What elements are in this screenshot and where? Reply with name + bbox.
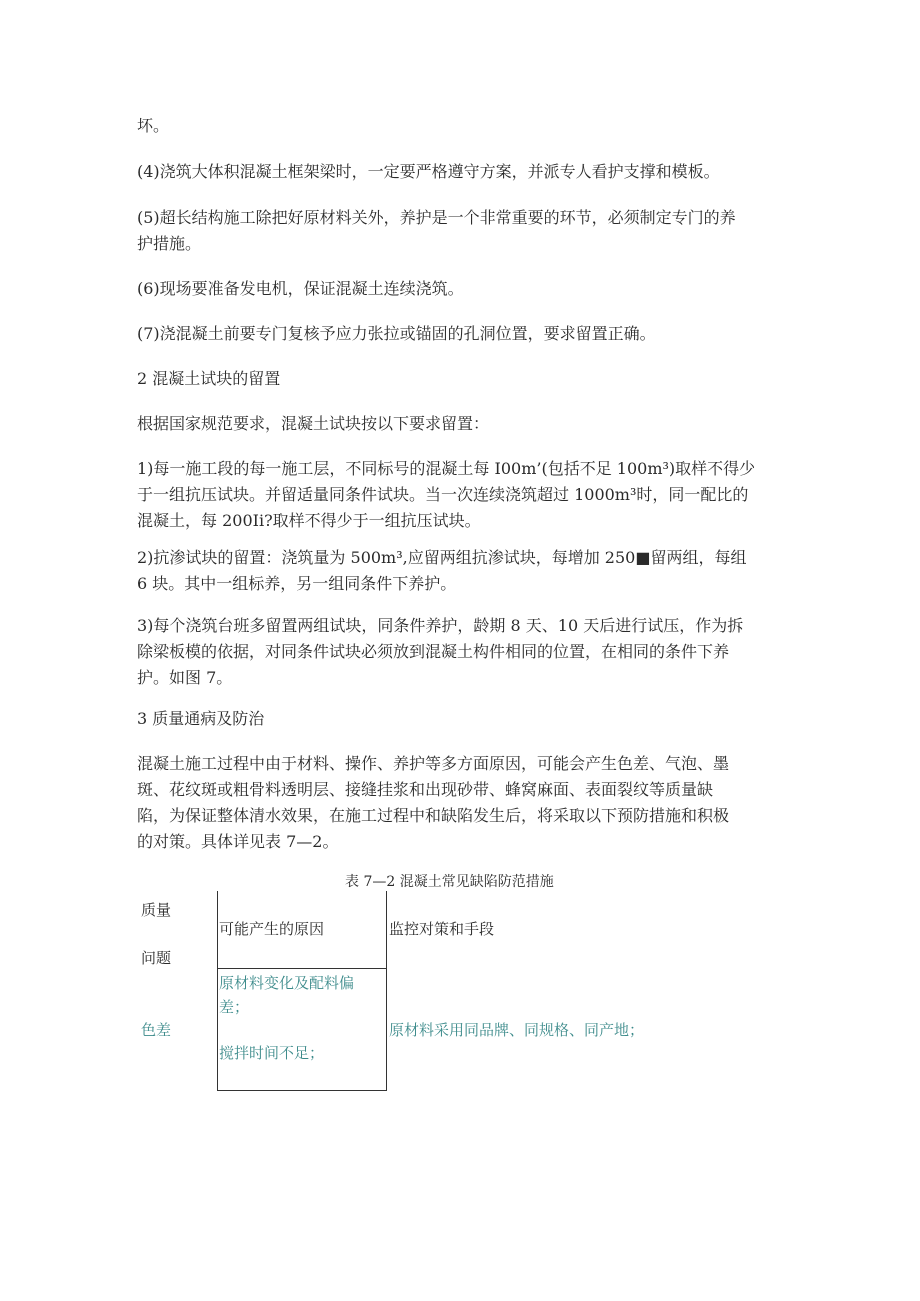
text-line: 斑、花纹斑或粗骨料透明层、接缝挂浆和出现砂带、蜂窝麻面、表面裂纹等质量缺 xyxy=(137,780,714,799)
table-caption: 表 7—2 混凝土常见缺陷防范措施 xyxy=(345,874,554,890)
text-line: 2)抗渗试块的留置：浇筑量为 500m³,应留两组抗渗试块，每增加 250■留两组，每组 xyxy=(137,548,747,567)
text-line: 2 混凝土试块的留置 xyxy=(137,369,281,388)
section-heading-2 xyxy=(137,366,787,392)
text-line: 3)每个浇筑台班多留置两组试块，同条件养护，龄期 8 天、10 天后进行试压，作为拆 xyxy=(137,616,744,635)
paragraph-spec-1 xyxy=(137,456,787,534)
paragraph-spec-intro xyxy=(137,411,787,437)
text-line: (6)现场要准备发电机，保证混凝土连续浇筑。 xyxy=(137,279,464,298)
text-line: 护。如图 7。 xyxy=(137,668,233,687)
text-line: 于一组抗压试块。并留适量同条件试块。当一次连续浇筑超过 1000m³时，同一配比的 xyxy=(137,485,749,504)
table-row-problem: 色差 xyxy=(141,1021,172,1039)
table-header-cause: 可能产生的原因 xyxy=(219,920,325,938)
table-row-cause-line: 原材料变化及配料偏 xyxy=(219,974,355,992)
paragraph-continuation xyxy=(137,113,787,139)
table-header-problem-line1: 质量 xyxy=(141,901,172,919)
paragraph-quality-intro xyxy=(137,751,787,855)
paragraph-spec-3 xyxy=(137,613,787,691)
text-line: 6 块。其中一组标养，另一组同条件下养护。 xyxy=(137,574,457,593)
text-line: 护措施。 xyxy=(137,234,202,253)
text-line: 坏。 xyxy=(137,116,170,135)
text-line: 除梁板模的依据，对同条件试块必须放到混凝土构件相同的位置，在相同的条件下养 xyxy=(137,642,730,661)
text-line: 混凝土施工过程中由于材料、操作、养护等多方面原因，可能会产生色差、气泡、墨 xyxy=(137,754,730,773)
table-row-cause-line: 差； xyxy=(219,998,250,1016)
text-line: 根据国家规范要求，混凝土试块按以下要求留置： xyxy=(137,414,490,433)
table-row-cause-line: 搅拌时间不足； xyxy=(219,1044,325,1062)
text-line: 1)每一施工段的每一施工层，不同标号的混凝土每 I00m’(包括不足 100m³)取样不得少 xyxy=(137,459,756,478)
table-row-measures: 原材料采用同品牌、同规格、同产地； xyxy=(389,1021,645,1039)
table-header-problem-line2: 问题 xyxy=(141,949,172,967)
text-line: (7)浇混凝土前要专门复核予应力张拉或锚固的孔洞位置，要求留置正确。 xyxy=(137,324,656,343)
text-line: 3 质量通病及防治 xyxy=(137,709,265,728)
section-heading-3 xyxy=(137,706,787,732)
text-line: 陷，为保证整体清水效果，在施工过程中和缺陷发生后，将采取以下预防措施和积极 xyxy=(137,806,730,825)
text-line: 混凝土，每 200Ii?取样不得少于一组抗压试块。 xyxy=(137,511,481,530)
paragraph-item-4 xyxy=(137,159,787,185)
text-line: (4)浇筑大体积混凝土框架梁时，一定要严格遵守方案，并派专人看护支撑和模板。 xyxy=(137,162,720,181)
paragraph-spec-2 xyxy=(137,545,787,597)
text-line: 的对策。具体详见表 7—2。 xyxy=(137,832,339,851)
text-line: (5)超长结构施工除把好原材料关外，养护是一个非常重要的环节，必须制定专门的养 xyxy=(137,208,736,227)
paragraph-item-7 xyxy=(137,321,787,347)
paragraph-item-5 xyxy=(137,205,787,257)
table-header-measures: 监控对策和手段 xyxy=(389,920,495,938)
paragraph-item-6 xyxy=(137,276,787,302)
